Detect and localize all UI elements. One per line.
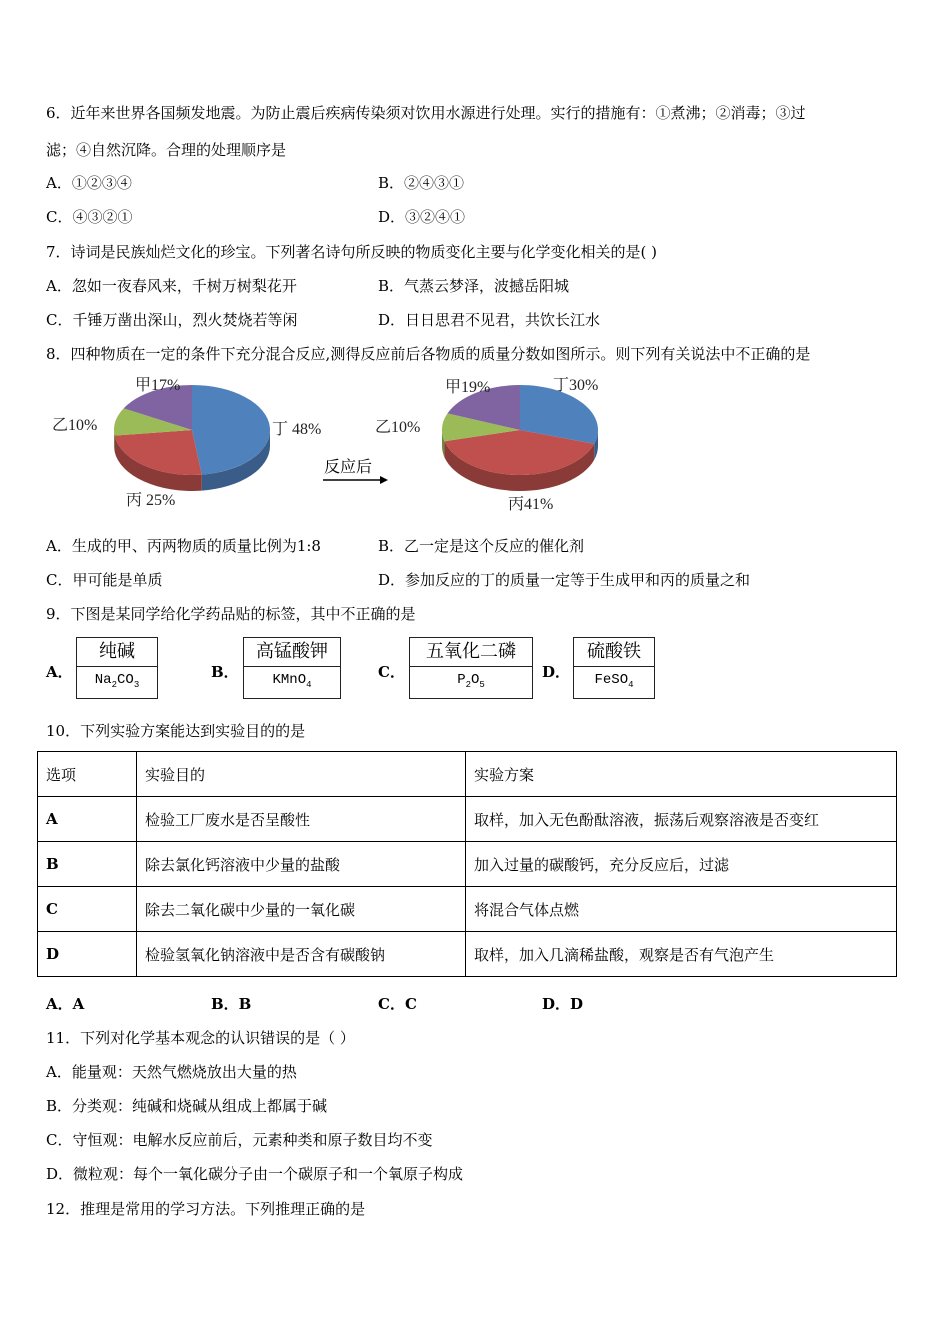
q9-label-d-formula: FeSO$_4$ — [594, 672, 634, 690]
q11-option-d: D．微粒观：每个一氧化碳分子由一个碳原子和一个氧原子构成 — [46, 1165, 464, 1183]
table-cell: 将混合气体点燃 — [466, 887, 897, 932]
q7-stem: 7．诗词是民族灿烂文化的珍宝。下列著名诗句所反映的物质变化主要与化学变化相关的是( ) — [46, 243, 658, 261]
q10-option-c: C．C — [378, 995, 417, 1013]
q6-option-a: A．①②③④ — [46, 174, 132, 192]
q10-stem: 10．下列实验方案能达到实验目的的是 — [46, 722, 306, 740]
q8-option-d: D．参加反应的丁的质量一定等于生成甲和丙的质量之和 — [378, 571, 751, 589]
q11-option-a: A．能量观：天然气燃烧放出大量的热 — [46, 1063, 297, 1081]
q7-option-b: B．气蒸云梦泽，波撼岳阳城 — [378, 277, 570, 295]
q10-option-d: D．D — [542, 995, 584, 1013]
table-cell: A — [38, 797, 137, 842]
table-header-row — [38, 752, 897, 797]
q12-stem: 12．推理是常用的学习方法。下列推理正确的是 — [46, 1200, 366, 1218]
q9-label-c — [409, 637, 533, 699]
q8-option-b: B．乙一定是这个反应的催化剂 — [378, 537, 585, 555]
pie-label-甲: 甲19% — [445, 379, 491, 396]
q9-label-b — [243, 637, 341, 699]
pie-label-丙: 丙41% — [508, 496, 554, 513]
q8-stem: 8．四种物质在一定的条件下充分混合反应,测得反应前后各物质的质量分数如图所示。则下列有关说法中不正确的是 — [46, 345, 811, 363]
table-header-cell: 实验目的 — [137, 752, 466, 797]
table-row — [38, 797, 897, 842]
q9-label-c-name: 五氧化二磷 — [410, 638, 532, 667]
reaction-arrow-head — [380, 476, 388, 484]
pie-label-丁: 丁30% — [553, 377, 599, 394]
q9-stem: 9．下图是某同学给化学药品贴的标签，其中不正确的是 — [46, 605, 416, 623]
pie-label-丁: 丁 48% — [272, 421, 322, 438]
q9-label-a-formula: $Na_2CO_3$ — [94, 672, 140, 690]
q8-option-c: C．甲可能是单质 — [46, 571, 163, 589]
table-cell: 取样，加入无色酚酞溶液，振荡后观察溶液是否变红 — [466, 797, 897, 842]
table-cell: B — [38, 842, 137, 887]
q7-option-a: A．忽如一夜春风来，千树万树梨花开 — [46, 277, 297, 295]
q9-label-c-letter: C． — [378, 663, 405, 681]
q8-option-a: A．生成的甲、丙两物质的质量比例为1:8 — [46, 537, 321, 555]
q9-label-d-letter: D． — [542, 663, 571, 681]
q6-stem-line2: 滤；④自然沉降。合理的处理顺序是 — [46, 141, 287, 159]
q6-option-c: C．④③②① — [46, 208, 133, 226]
q11-stem: 11．下列对化学基本观念的认识错误的是（ ） — [46, 1029, 355, 1047]
q9-label-b-letter: B． — [211, 663, 239, 681]
pie-label-甲: 甲17% — [135, 377, 181, 394]
table-header-cell: 选项 — [38, 752, 137, 797]
q11-option-c: C．守恒观：电解水反应前后，元素种类和原子数目均不变 — [46, 1131, 433, 1149]
q6-stem-line1: 6．近年来世界各国频发地震。为防止震后疾病传染须对饮用水源进行处理。实行的措施有：①煮沸；②消毒；③过 — [46, 104, 806, 122]
q10-option-a: A．A — [46, 995, 85, 1013]
q10-option-b: B．B — [211, 995, 252, 1013]
q9-label-a-letter: A． — [46, 663, 73, 681]
q11-option-b: B．分类观：纯碱和烧碱从组成上都属于碱 — [46, 1097, 328, 1115]
q10-table — [37, 751, 897, 977]
reaction-arrow-label: 反应后 — [324, 459, 373, 476]
table-row — [38, 932, 897, 977]
table-cell: 加入过量的碳酸钙，充分反应后，过滤 — [466, 842, 897, 887]
table-header-cell: 实验方案 — [466, 752, 897, 797]
q7-option-c: C．千锤万凿出深山，烈火焚烧若等闲 — [46, 311, 298, 329]
q9-label-b-formula: KMnO$_4$ — [272, 672, 312, 690]
table-cell: C — [38, 887, 137, 932]
table-row — [38, 842, 897, 887]
q9-label-a-name: 纯碱 — [77, 638, 157, 667]
q6-option-d: D．③②④① — [378, 208, 466, 226]
pie-label-乙: 乙10% — [375, 419, 421, 436]
q9-label-d-name: 硫酸铁 — [574, 638, 654, 667]
table-cell: 除去二氧化碳中少量的一氧化碳 — [137, 887, 466, 932]
pie-label-乙: 乙10% — [52, 417, 98, 434]
q9-label-d — [573, 637, 655, 699]
q9-label-c-formula: $P_2O_5$ — [457, 672, 485, 690]
q7-option-d: D．日日思君不见君，共饮长江水 — [378, 311, 601, 329]
pie-charts — [40, 372, 660, 522]
table-cell: D — [38, 932, 137, 977]
table-row — [38, 887, 897, 932]
table-cell: 检验工厂废水是否呈酸性 — [137, 797, 466, 842]
pie-label-丙: 丙 25% — [126, 492, 176, 509]
q9-label-a — [76, 637, 158, 699]
q6-option-b: B．②④③① — [378, 174, 465, 192]
table-cell: 检验氢氧化钠溶液中是否含有碳酸钠 — [137, 932, 466, 977]
q9-label-b-name: 高锰酸钾 — [244, 638, 340, 667]
pie-svg — [40, 372, 660, 522]
table-cell: 除去氯化钙溶液中少量的盐酸 — [137, 842, 466, 887]
table-cell: 取样，加入几滴稀盐酸，观察是否有气泡产生 — [466, 932, 897, 977]
